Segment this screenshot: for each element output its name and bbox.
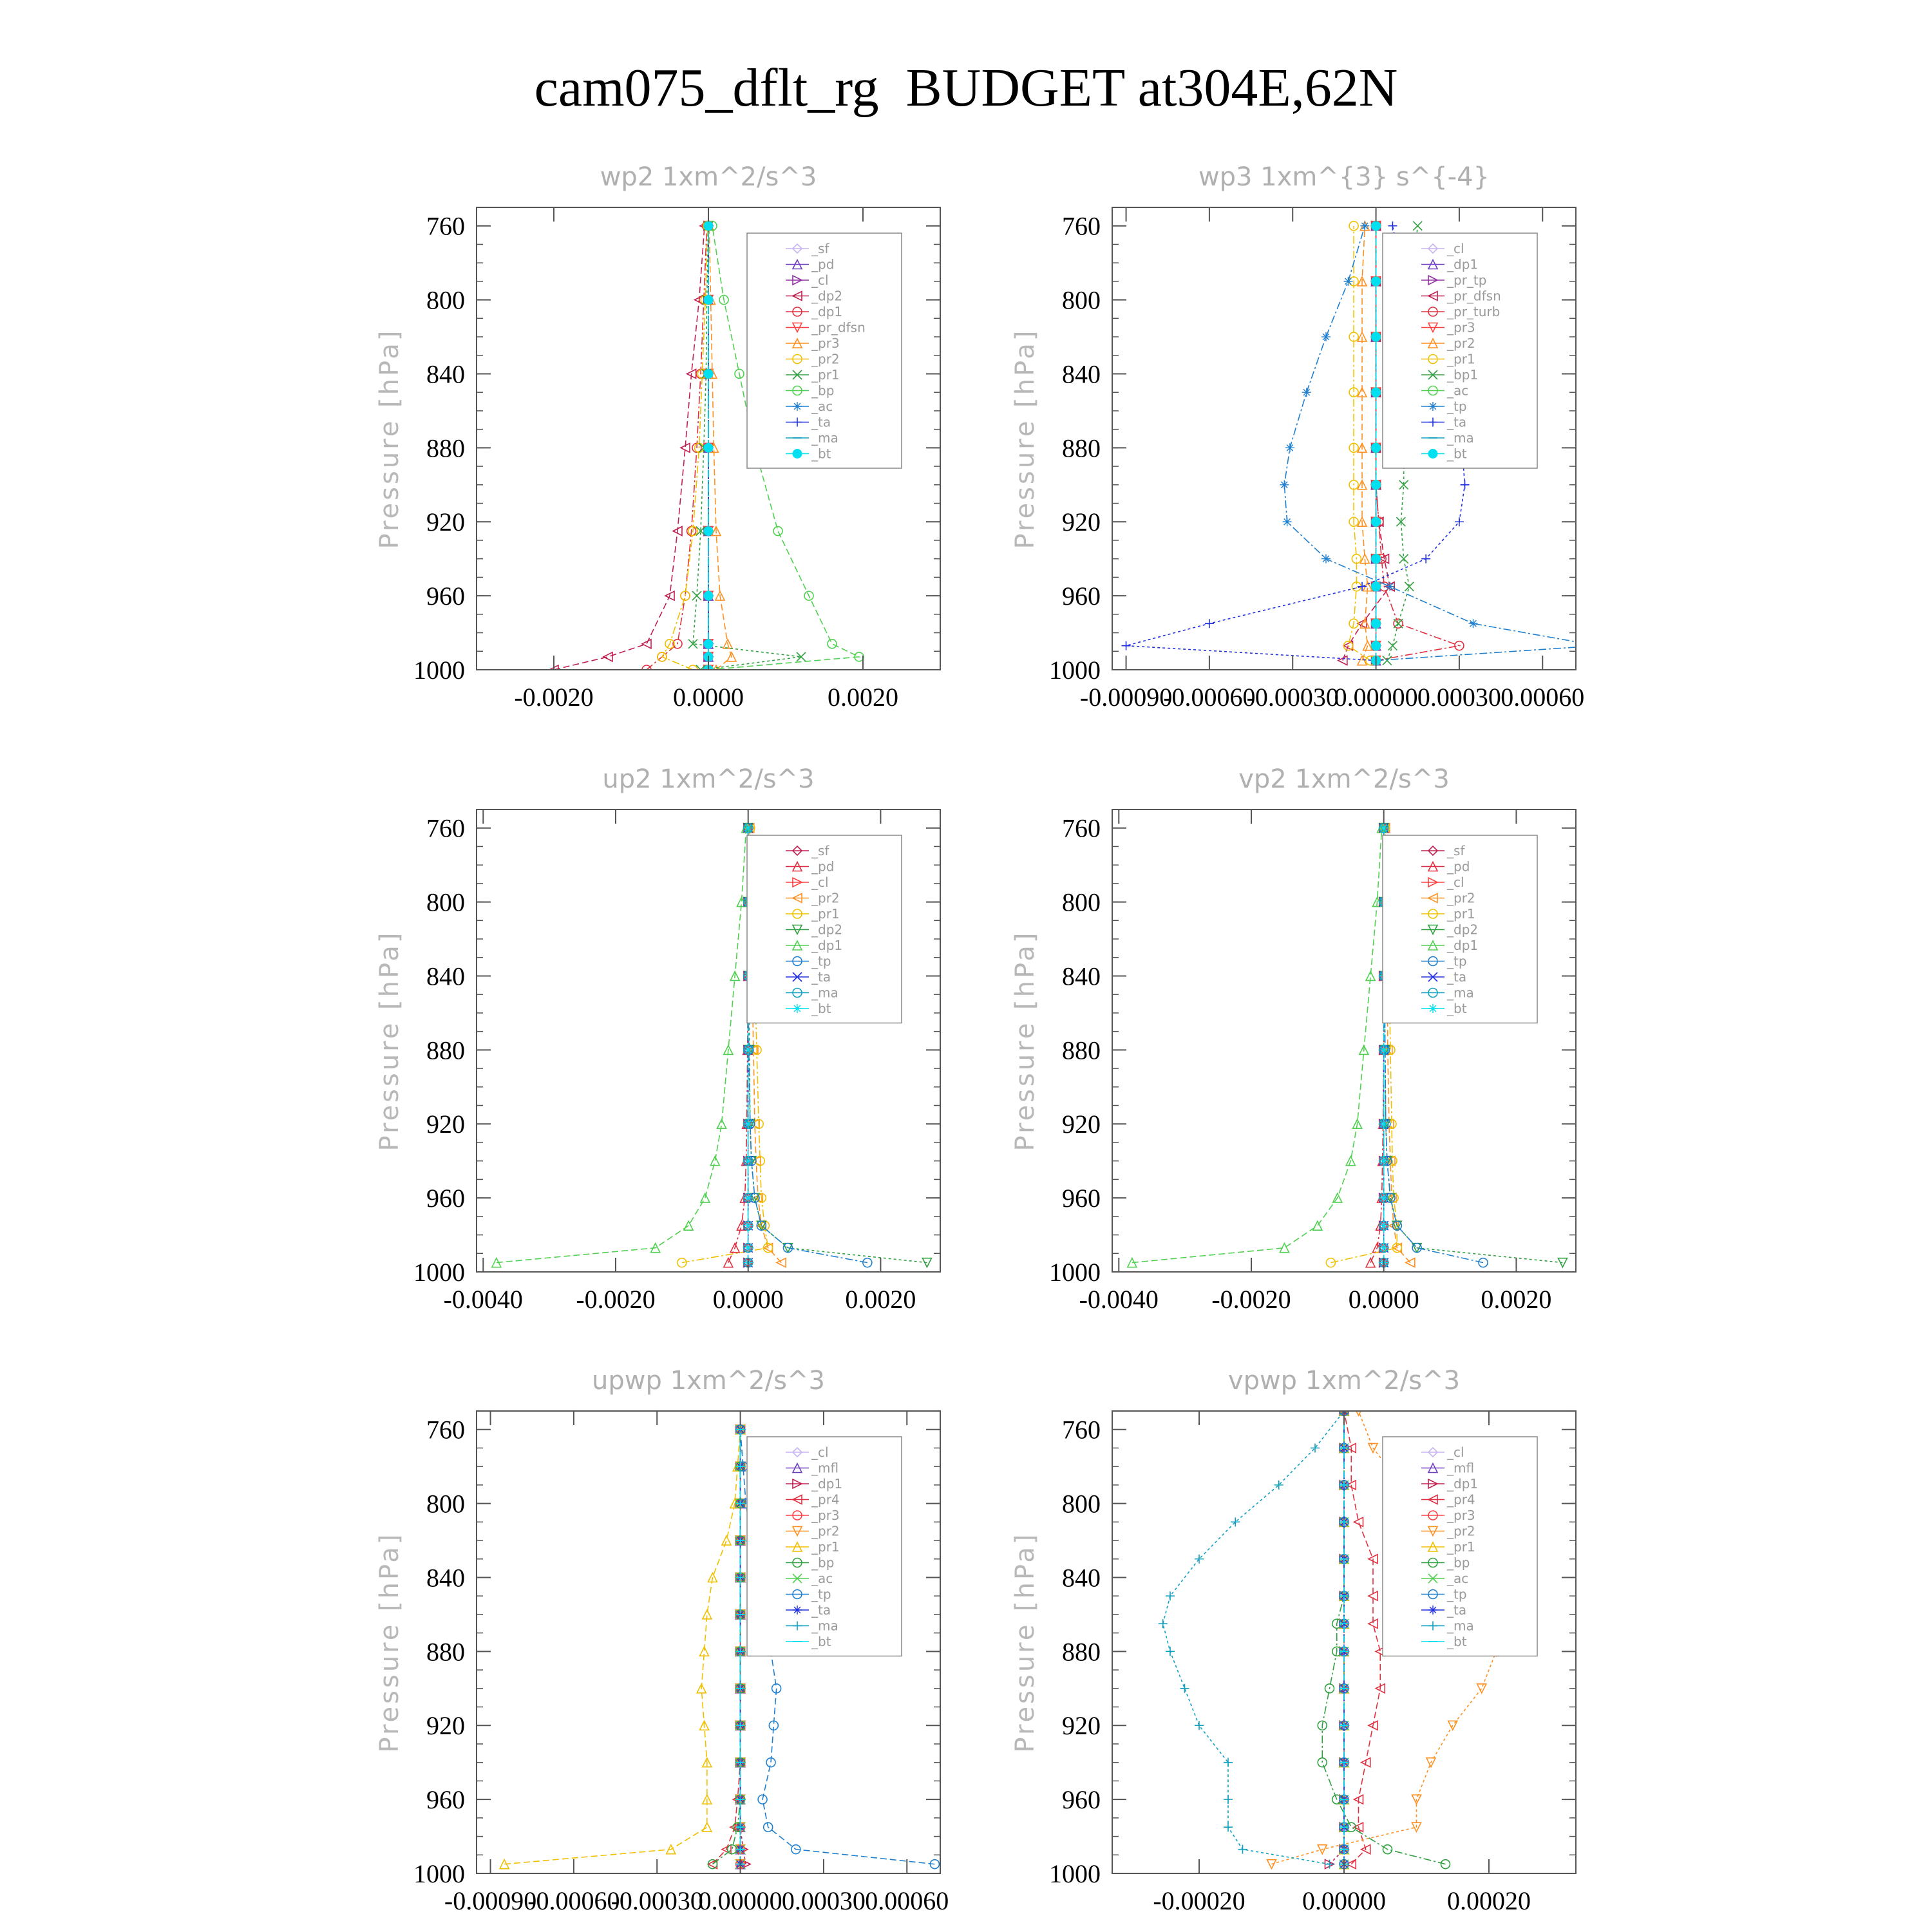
y-tick-label: 920 [1062,507,1101,537]
panel-title: vpwp 1xm^2/s^3 [1227,1366,1461,1396]
legend-label: _cl [811,875,829,890]
y-tick-label: 760 [1062,211,1101,241]
panel-title: up2 1xm^2/s^3 [602,764,815,794]
panel-title: wp3 1xm^{3} s^{-4} [1198,162,1490,192]
x-tick-label: -0.0020 [1211,1285,1291,1314]
legend-marker [793,1004,802,1013]
legend-marker [793,1605,802,1615]
series-point [1379,1193,1388,1202]
series-point [704,222,713,231]
legend-label: _ta [811,1602,831,1618]
y-tick-label: 760 [426,1415,465,1444]
series-point [1372,641,1381,650]
series-point [1311,1443,1320,1452]
series-point [1372,443,1381,452]
y-tick-label: 1000 [413,656,465,685]
series-point [1385,582,1394,591]
x-tick-label: -0.00090 [444,1886,537,1915]
legend-marker [1428,450,1437,459]
legend-label: _bt [811,1001,831,1016]
y-tick-label: 760 [426,813,465,843]
series-point [828,639,837,649]
series-point [1205,619,1214,628]
legend-label: _ta [811,969,831,985]
legend-label: _ac [1447,1571,1469,1586]
series-point [1224,1823,1233,1832]
legend-label: _ma [1447,1618,1474,1634]
series-point [1302,388,1311,397]
y-tick-label: 840 [1062,1563,1101,1593]
legend-label: _pr_turb [1447,304,1501,319]
legend-label: _pd [811,256,835,272]
legend-label: _cl [1447,241,1464,256]
series-point [1285,443,1294,452]
x-tick-label: 0.00060 [1501,683,1585,712]
series-point [1379,1045,1388,1054]
y-tick-label: 920 [426,507,465,537]
y-tick-label: 960 [1062,1184,1101,1213]
series-point [1313,1221,1322,1230]
legend-label: _pr1 [811,906,840,922]
legend-label: _dp1 [1447,938,1479,953]
series-point [704,639,713,649]
series-point [1325,1860,1334,1869]
x-tick-label: 0.0020 [845,1285,916,1314]
series-point [1280,480,1289,489]
y-axis-label: Pressure [hPa] [375,930,404,1151]
x-tick-label: -0.0040 [1079,1285,1159,1314]
series-point [704,527,713,536]
series-point [1224,1758,1233,1767]
legend-label: _pr1 [1447,351,1475,367]
y-tick-label: 840 [426,359,465,389]
series-point [1360,222,1369,231]
legend-label: _ma [1447,985,1474,1001]
legend-label: _cl [811,1444,829,1460]
series-point [692,591,701,600]
legend-label: _dp1 [1447,1476,1479,1492]
legend-label: _bp [811,1555,835,1571]
legend-label: _ac [811,399,833,414]
y-tick-label: 800 [426,887,465,917]
y-tick-label: 960 [1062,1785,1101,1815]
series-point [1358,582,1367,591]
panel-1 [375,162,940,712]
x-tick-label: -0.00030 [611,1886,703,1915]
series-line-dp1 [647,226,707,670]
series-point [1195,1721,1204,1730]
panel-title: wp2 1xm^2/s^3 [600,162,817,192]
legend-label: _mfl [1447,1460,1475,1476]
series-point [1372,222,1381,231]
legend-label: _tp [1447,1586,1467,1602]
x-tick-label: -0.00060 [527,1886,620,1915]
series-point [704,443,713,452]
legend-label: _bt [811,1634,831,1649]
legend-label: _ta [811,414,831,430]
x-tick-label: -0.0040 [443,1285,523,1314]
series-point [1372,582,1381,591]
y-tick-label: 960 [426,1184,465,1213]
y-tick-label: 1000 [1049,1258,1101,1287]
series-point [1477,1684,1486,1693]
series-line-pr2 [1362,226,1368,661]
series-point [1379,824,1388,833]
x-tick-label: 0.00030 [1417,683,1501,712]
legend-label: _pr_dfsn [1447,288,1501,304]
series-line-dp1 [1132,828,1382,1263]
y-tick-label: 760 [1062,1415,1101,1444]
series-point [1224,1795,1233,1804]
legend-label: _dp1 [811,304,843,319]
y-tick-label: 1000 [1049,1859,1101,1888]
series-point [1383,656,1392,665]
legend-label: _pr2 [1447,1523,1475,1539]
series-point [603,652,612,661]
legend-label: _dp2 [811,288,843,304]
series-point [704,369,713,378]
panel-6 [1010,1366,1576,1915]
x-tick-label: -0.00090 [1079,683,1173,712]
legend-label: _ac [811,1571,833,1586]
series-point [1274,1481,1283,1490]
y-tick-label: 760 [1062,813,1101,843]
series-point [1413,222,1422,231]
series-line-dp1 [497,828,746,1263]
panel-3 [375,764,940,1314]
legend-label: _pr1 [1447,906,1475,922]
x-tick-label: -0.0020 [576,1285,656,1314]
series-point [1180,1684,1189,1693]
series-point [1405,582,1414,591]
series-point [1321,332,1331,341]
legend-label: _cl [1447,1444,1464,1460]
x-tick-label: -0.00030 [1246,683,1339,712]
y-tick-label: 1000 [413,1258,465,1287]
y-tick-label: 920 [1062,1110,1101,1139]
series-point [1372,554,1381,564]
x-tick-label: 0.00000 [1302,1886,1386,1915]
y-tick-label: 920 [426,1711,465,1741]
legend-label: _bt [1447,1001,1467,1016]
y-tick-label: 880 [426,1036,465,1065]
panel-2 [1010,162,1602,712]
legend-label: _ta [1447,1602,1467,1618]
series-point [704,591,713,600]
series-point [642,639,651,649]
legend-label: _pr3 [1447,319,1475,336]
panel-4 [1010,764,1576,1314]
legend-label: _ma [811,985,838,1001]
x-tick-label: 0.00000 [1334,683,1418,712]
y-tick-label: 880 [1062,1637,1101,1667]
legend-label: _pr2 [811,1523,840,1539]
legend-label: _pr2 [1447,890,1475,906]
legend-label: _sf [1447,843,1465,858]
series-point [773,527,782,536]
series-point [1321,554,1331,564]
series-point [1122,641,1131,650]
series-point [1593,641,1602,650]
y-tick-label: 880 [426,1637,465,1667]
legend-label: _pd [1447,858,1470,875]
y-tick-label: 1000 [413,1859,465,1888]
legend-label: _pr4 [811,1492,840,1508]
y-tick-label: 800 [1062,1489,1101,1519]
y-axis-label: Pressure [hPa] [1010,930,1040,1151]
y-tick-label: 840 [426,1563,465,1593]
x-tick-label: 0.0000 [1348,1285,1419,1314]
x-tick-label: 0.0000 [712,1285,784,1314]
x-tick-label: 0.0020 [828,683,898,712]
legend-label: _pr4 [1447,1492,1475,1508]
legend-label: _pr1 [811,1539,840,1555]
series-point [1461,480,1470,489]
y-axis-label: Pressure [hPa] [375,328,404,549]
y-tick-label: 880 [1062,433,1101,463]
y-axis-label: Pressure [hPa] [1010,328,1040,549]
series-point [1394,619,1403,628]
legend-label: _pr1 [811,367,840,383]
series-point [1372,277,1381,286]
legend-label: _ma [1447,430,1474,446]
legend-label: _dp1 [811,1476,843,1492]
legend-label: _pr2 [811,890,840,906]
x-tick-label: 0.00060 [865,1886,949,1915]
legend-label: _bt [1447,446,1467,462]
y-axis-label: Pressure [hPa] [375,1531,404,1753]
x-tick-label: -0.00060 [1163,683,1256,712]
legend-label: _bt [811,446,831,462]
y-tick-label: 760 [426,211,465,241]
x-tick-label: 0.00000 [698,1886,782,1915]
legend-marker [793,402,802,411]
panel-title: upwp 1xm^2/s^3 [592,1366,825,1396]
series-point [1372,332,1381,341]
series-point [722,1536,731,1545]
legend-marker [1428,1004,1437,1013]
series-point [1166,1591,1175,1600]
series-point [1354,1517,1363,1526]
series-point [1388,222,1397,231]
legend-label: _bp [811,383,835,399]
x-tick-label: 0.00020 [1447,1886,1531,1915]
series-point [710,1157,719,1166]
y-tick-label: 880 [426,433,465,463]
legend-label: _pr3 [811,1508,840,1523]
legend-label: _dp1 [1447,256,1479,272]
y-tick-label: 840 [1062,961,1101,991]
series-line-pr2 [662,226,708,670]
legend-label: _bp [1447,1555,1470,1571]
y-tick-label: 800 [426,285,465,315]
legend-label: _mfl [811,1460,839,1476]
y-tick-label: 960 [426,582,465,611]
y-tick-label: 800 [1062,285,1101,315]
legend-label: _pr2 [1447,336,1475,351]
legend-marker [1428,402,1437,411]
page-title: cam075_dflt_rg BUDGET at304E,62N [534,58,1398,118]
legend-label: _pr2 [811,351,840,367]
legend-label: _dp2 [1447,922,1479,938]
legend-label: _cl [811,272,829,288]
series-line-dp2 [554,226,705,670]
y-tick-label: 920 [1062,1711,1101,1741]
x-tick-label: 0.0020 [1481,1285,1552,1314]
series-point [1372,480,1381,489]
legend-label: _pd [811,858,835,875]
legend-label: _sf [811,241,829,256]
legend-label: _ta [1447,969,1467,985]
series-point [1372,517,1381,526]
y-tick-label: 1000 [1049,656,1101,685]
series-line-pr4 [1344,1411,1380,1864]
x-tick-label: 0.00030 [781,1886,866,1915]
y-tick-label: 800 [426,1489,465,1519]
y-tick-label: 920 [426,1110,465,1139]
legend-label: _tp [811,953,831,969]
y-tick-label: 840 [1062,359,1101,389]
y-tick-label: 960 [426,1785,465,1815]
legend-label: _bp1 [1447,367,1479,383]
series-point [1159,1619,1168,1628]
y-tick-label: 960 [1062,582,1101,611]
legend-label: _ta [1447,414,1467,430]
series-point [1372,388,1381,397]
legend-label: _pr_dfsn [811,319,866,336]
legend-label: _dp1 [811,938,843,953]
legend-label: _ma [811,430,838,446]
series-point [1372,619,1381,628]
series-point [1166,1647,1175,1656]
y-tick-label: 840 [426,961,465,991]
legend-label: _dp2 [811,922,843,938]
legend-label: _pr1 [1447,1539,1475,1555]
legend-label: _pr3 [811,336,840,351]
legend-label: _sf [811,843,829,858]
panel-title: vp2 1xm^2/s^3 [1238,764,1450,794]
series-point [1468,619,1477,628]
x-tick-label: 0.0000 [673,683,744,712]
legend-label: _pr_tp [1447,272,1487,288]
legend-label: _tp [1447,953,1467,969]
series-point [1379,1119,1388,1128]
legend-label: _ma [811,1618,838,1634]
series-point [1343,277,1352,286]
series-point [704,296,713,305]
y-tick-label: 880 [1062,1036,1101,1065]
panel-5 [375,1366,949,1915]
x-tick-label: -0.00020 [1153,1886,1245,1915]
x-tick-label: -0.0020 [514,683,594,712]
legend-marker [1428,1605,1437,1615]
legend-label: _cl [1447,875,1464,890]
legend-label: _ac [1447,383,1469,399]
y-axis-label: Pressure [hPa] [1010,1531,1040,1753]
y-tick-label: 800 [1062,887,1101,917]
series-point [1231,1517,1240,1526]
legend-label: _tp [811,1586,831,1602]
series-line-pr1 [1348,226,1370,661]
series-point [1238,1845,1247,1854]
series-line-ma [1163,1411,1344,1864]
legend-label: _tp [1447,399,1467,414]
legend-label: _pr3 [1447,1508,1475,1523]
legend-label: _bt [1447,1634,1467,1649]
series-point [1388,641,1397,650]
legend-marker [793,450,802,459]
